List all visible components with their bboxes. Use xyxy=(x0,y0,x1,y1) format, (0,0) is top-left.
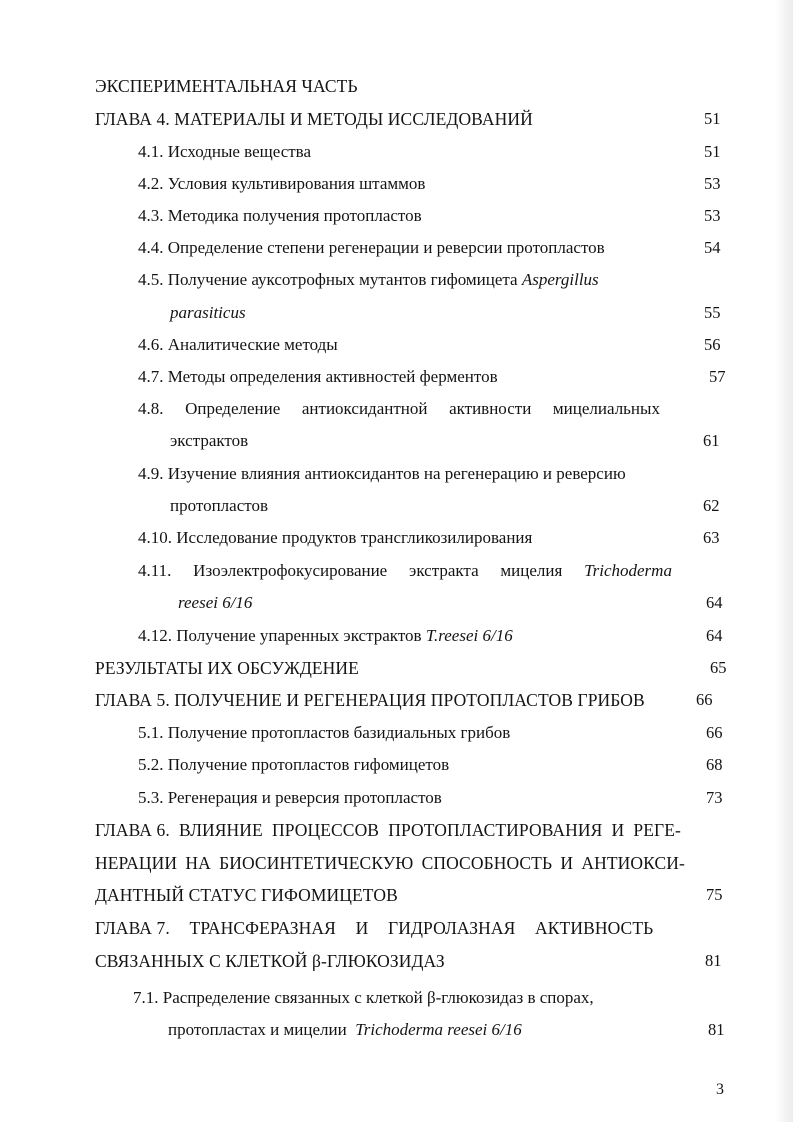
chapter-7-title-line-2: СВЯЗАННЫХ С КЛЕТКОЙ β-ГЛЮКОЗИДАЗ xyxy=(95,951,445,971)
toc-entry-4-10-page: 63 xyxy=(703,528,720,547)
toc-entry-4-5-cont xyxy=(170,303,246,323)
toc-entry-4-3: 4.3. Методика получения протопластов xyxy=(138,206,422,225)
page-number: 3 xyxy=(716,1081,724,1098)
chapter-6-title-line-2 xyxy=(95,853,685,873)
word: мицелия xyxy=(500,561,563,580)
chapter-5-title: ГЛАВА 5. ПОЛУЧЕНИЕ И РЕГЕНЕРАЦИЯ ПРОТОПЛАСТОВ ГРИБОВ xyxy=(95,690,645,710)
word: 4.11. xyxy=(138,561,172,580)
toc-entry-4-8-cont: экстрактов xyxy=(170,431,249,450)
toc-entry-4-12-page: 64 xyxy=(706,626,723,645)
toc-entry-4-9-page: 62 xyxy=(703,496,720,515)
toc-entry-4-6-page: 56 xyxy=(704,335,721,354)
toc-entry-4-10: 4.10. Исследование продуктов трансгликозилирования xyxy=(138,528,533,547)
word: ПРОТОПЛАСТИРОВАНИЯ xyxy=(388,820,603,840)
chapter-6-title-line-3: ДАНТНЫЙ СТАТУС ГИФОМИЦЕТОВ xyxy=(95,885,398,905)
word: АНТИОКСИ- xyxy=(581,853,685,873)
toc-entry-4-2: 4.2. Условия культивирования штаммов xyxy=(138,174,426,193)
word: Изоэлектрофокусирование xyxy=(193,561,388,580)
toc-entry-4-8 xyxy=(138,399,660,419)
chapter-6-title-line-1 xyxy=(95,820,681,840)
word: НЕРАЦИИ xyxy=(95,853,178,873)
toc-entry-4-5 xyxy=(138,270,599,290)
word: ГИДРОЛАЗНАЯ xyxy=(388,918,516,938)
toc-entry-4-9: 4.9. Изучение влияния антиоксидантов на регенерацию и реверсию xyxy=(138,464,626,483)
word: антиоксидантной xyxy=(301,399,428,418)
toc-entry-4-11-page: 64 xyxy=(706,593,723,612)
toc-entry-4-5-text: 4.5. Получение ауксотрофных мутантов гифомицета xyxy=(138,270,518,289)
toc-entry-4-2-page: 53 xyxy=(704,174,721,193)
toc-entry-4-6: 4.6. Аналитические методы xyxy=(138,335,338,354)
toc-entry-4-11-cont xyxy=(178,593,252,613)
chapter-4-title: ГЛАВА 4. МАТЕРИАЛЫ И МЕТОДЫ ИССЛЕДОВАНИЙ xyxy=(95,109,533,129)
word: И xyxy=(611,820,625,840)
chapter-4-page: 51 xyxy=(704,109,721,128)
word: мицелиальных xyxy=(552,399,660,418)
word: ПРОЦЕССОВ xyxy=(271,820,380,840)
toc-entry-5-2: 5.2. Получение протопластов гифомицетов xyxy=(138,755,450,774)
word: РЕГЕ- xyxy=(633,820,681,840)
word: СПОСОБНОСТЬ xyxy=(421,853,553,873)
word: БИОСИНТЕТИЧЕСКУЮ xyxy=(219,853,414,873)
word: ТРАНСФЕРАЗНАЯ xyxy=(189,918,336,938)
toc-entry-4-4: 4.4. Определение степени регенерации и реверсии протопластов xyxy=(138,238,605,257)
toc-entry-4-4-page: 54 xyxy=(704,238,721,257)
toc-entry-7-1-page: 81 xyxy=(708,1020,725,1039)
toc-entry-4-5-page: 55 xyxy=(704,303,721,322)
toc-entry-7-1-cont xyxy=(168,1020,522,1040)
toc-entry-4-12 xyxy=(138,626,513,646)
toc-entry-7-1: 7.1. Распределение связанных с клеткой β-глюкозидаз в спорах, xyxy=(133,988,594,1007)
word: АКТИВНОСТЬ xyxy=(535,918,654,938)
section-heading-results: РЕЗУЛЬТАТЫ ИХ ОБСУЖДЕНИЕ xyxy=(95,658,359,678)
word: Определение xyxy=(185,399,281,418)
word: ГЛАВА 7. xyxy=(95,918,170,938)
species-name: reesei 6/16 xyxy=(178,593,253,612)
species-name: parasiticus xyxy=(170,303,246,322)
toc-entry-5-2-page: 68 xyxy=(706,755,723,774)
species-name: Trichoderma reesei 6/16 xyxy=(355,1020,522,1039)
section-results-page: 65 xyxy=(710,658,727,677)
section-heading-experimental: ЭКСПЕРИМЕНТАЛЬНАЯ ЧАСТЬ xyxy=(95,76,358,96)
toc-entry-4-7-page: 57 xyxy=(709,367,726,386)
chapter-5-page: 66 xyxy=(696,690,713,709)
toc-entry-4-9-cont: протопластов xyxy=(170,496,268,515)
toc-entry-4-11 xyxy=(138,561,672,581)
word: ГЛАВА 6. xyxy=(95,820,170,840)
chapter-7-page: 81 xyxy=(705,951,722,970)
toc-entry-4-1-page: 51 xyxy=(704,142,721,161)
toc-entry-5-3: 5.3. Регенерация и реверсия протопластов xyxy=(138,788,442,807)
species-name: T.reesei 6/16 xyxy=(425,626,513,645)
word: И xyxy=(560,853,574,873)
word: И xyxy=(355,918,369,938)
word: экстракта xyxy=(409,561,479,580)
toc-entry-7-1-cont-text: протопластах и мицелии xyxy=(168,1020,347,1039)
word: 4.8. xyxy=(138,399,164,418)
species-name: Trichoderma xyxy=(584,561,672,580)
word: ВЛИЯНИЕ xyxy=(178,820,263,840)
toc-entry-4-12-text: 4.12. Получение упаренных экстрактов xyxy=(138,626,422,645)
species-name: Aspergillus xyxy=(521,270,599,289)
toc-entry-4-3-page: 53 xyxy=(704,206,721,225)
word: НА xyxy=(185,853,211,873)
toc-entry-5-1: 5.1. Получение протопластов базидиальных грибов xyxy=(138,723,511,742)
scan-edge-shadow xyxy=(775,0,793,1122)
toc-entry-5-1-page: 66 xyxy=(706,723,723,742)
toc-entry-5-3-page: 73 xyxy=(706,788,723,807)
chapter-6-page: 75 xyxy=(706,885,723,904)
chapter-7-title-line-1 xyxy=(95,918,673,938)
toc-entry-4-1: 4.1. Исходные вещества xyxy=(138,142,312,161)
toc-entry-4-7: 4.7. Методы определения активностей ферментов xyxy=(138,367,498,386)
toc-entry-4-8-page: 61 xyxy=(703,431,720,450)
word: активности xyxy=(449,399,532,418)
